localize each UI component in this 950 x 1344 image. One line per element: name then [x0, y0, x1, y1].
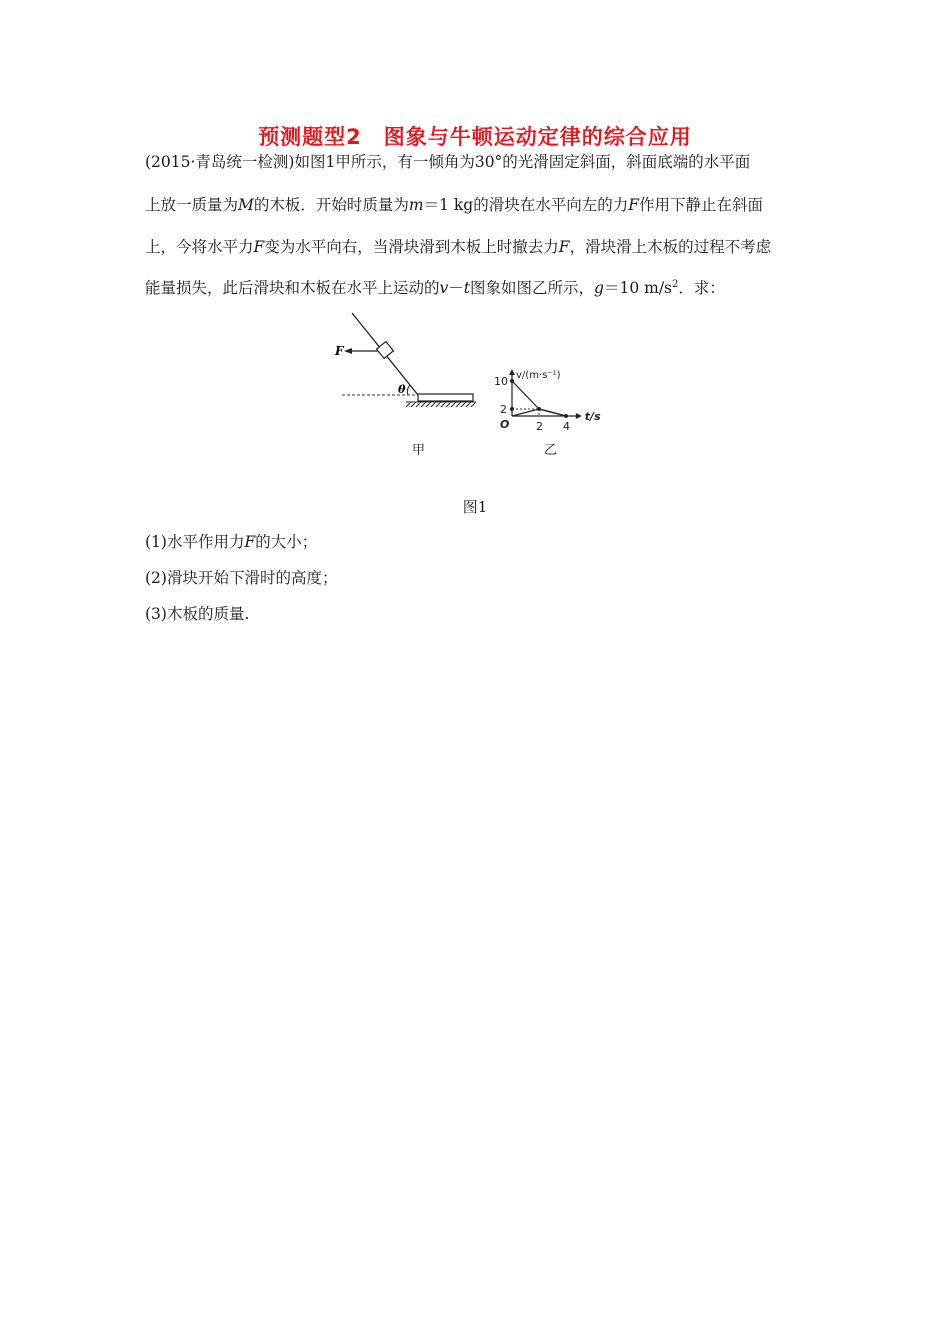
problem-line-1: (2015·青岛统一检测)如图1甲所示，有一倾角为30°的光滑固定斜面，斜面底端的水平面 [145, 153, 751, 171]
force-label: F [335, 344, 344, 358]
y-tick-label: 2 [500, 403, 507, 416]
incline-diagram [330, 308, 480, 418]
board [418, 394, 473, 401]
label-yi: 乙 [544, 443, 558, 458]
data-point [510, 407, 514, 411]
figure-caption: 图1 [462, 498, 488, 516]
angle-label: θ [398, 383, 406, 396]
origin-label: O [500, 418, 510, 431]
force-arrowhead [344, 348, 352, 354]
problem-line-3: 上，今将水平力F变为水平向右，当滑块滑到木板上时撤去力F，滑块滑上木板的过程不考虑 [145, 238, 772, 256]
y-axis-label: v/(m·s⁻¹) [516, 370, 561, 381]
vt-graph [490, 308, 630, 438]
x-tick-label: 4 [563, 420, 570, 433]
question-1: (1)水平作用力F的大小； [145, 533, 318, 551]
data-point [537, 407, 541, 411]
data-point [564, 414, 568, 418]
data-point [510, 379, 514, 383]
x-tick-label: 2 [536, 420, 543, 433]
y-axis-arrow [509, 369, 515, 375]
problem-line-4: 能量损失，此后滑块和木板在水平上运动的v－t图象如图乙所示，g＝10 $m/s^2$．求： [145, 278, 725, 297]
x-axis-arrow [576, 413, 582, 419]
question-2: (2)滑块开始下滑时的高度； [145, 569, 338, 587]
ground-hatch [406, 402, 476, 407]
y-tick-label: 10 [494, 375, 508, 388]
problem-line-2: 上放一质量为M的木板．开始时质量为m＝1 kg的滑块在水平向左的力F作用下静止在斜面 [145, 196, 763, 214]
x-axis-label: t/s [584, 410, 601, 423]
page-title: 预测题型2 图象与牛顿运动定律的综合应用 [258, 125, 692, 149]
question-3: (3)木板的质量. [145, 605, 250, 623]
slider-block [377, 342, 394, 359]
angle-arc [407, 385, 410, 395]
figure-1 [330, 308, 630, 458]
label-jia: 甲 [412, 443, 426, 458]
